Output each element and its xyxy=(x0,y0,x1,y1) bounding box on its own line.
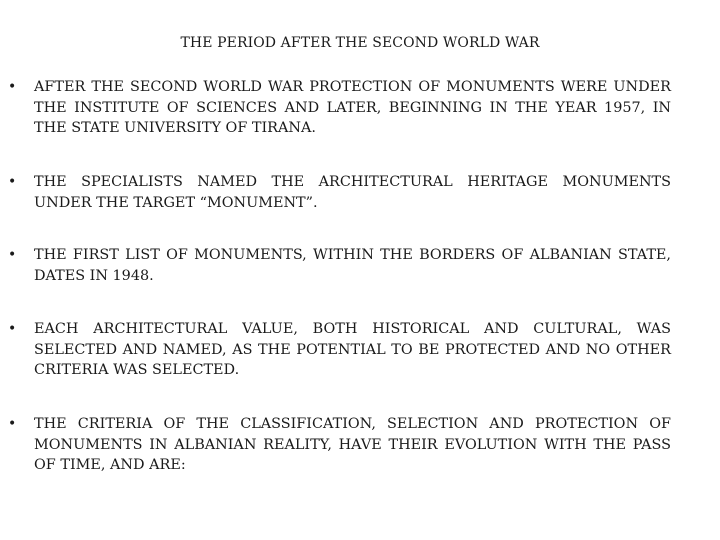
bullet-marker: • xyxy=(8,174,17,190)
bullet-item xyxy=(34,414,671,476)
bullet-marker: • xyxy=(8,416,17,432)
bullet-text: THE FIRST LIST OF MONUMENTS, WITHIN THE BORDERS OF ALBANIAN STATE, DATES IN 1948. xyxy=(34,247,671,284)
bullet-text: EACH ARCHITECTURAL VALUE, BOTH HISTORICAL AND CULTURAL, WAS SELECTED AND NAMED, AS THE POTENTIAL TO BE PROTECTED AND NO OTHER CRITERIA WAS SELECTED. xyxy=(34,321,671,378)
bullet-text: THE SPECIALISTS NAMED THE ARCHITECTURAL HERITAGE MONUMENTS UNDER THE TARGET “MONUMENT”. xyxy=(34,174,671,211)
slide-title: THE PERIOD AFTER THE SECOND WORLD WAR xyxy=(180,35,540,51)
bullet-marker: • xyxy=(8,247,17,263)
bullet-marker: • xyxy=(8,79,17,95)
bullet-item xyxy=(34,319,671,381)
bullet-item xyxy=(34,77,671,139)
bullet-text: AFTER THE SECOND WORLD WAR PROTECTION OF MONUMENTS WERE UNDER THE INSTITUTE OF SCIENCES AND LATER, BEGINNING IN THE YEAR 1957, IN THE STATE UNIVERSITY OF TIRANA. xyxy=(34,79,671,136)
bullet-marker: • xyxy=(8,321,17,337)
bullet-text: THE CRITERIA OF THE CLASSIFICATION, SELECTION AND PROTECTION OF MONUMENTS IN ALBANIAN REALITY, HAVE THEIR EVOLUTION WITH THE PASS OF TIME, AND ARE: xyxy=(34,416,671,473)
bullet-item xyxy=(34,172,671,213)
bullet-item xyxy=(34,245,671,286)
